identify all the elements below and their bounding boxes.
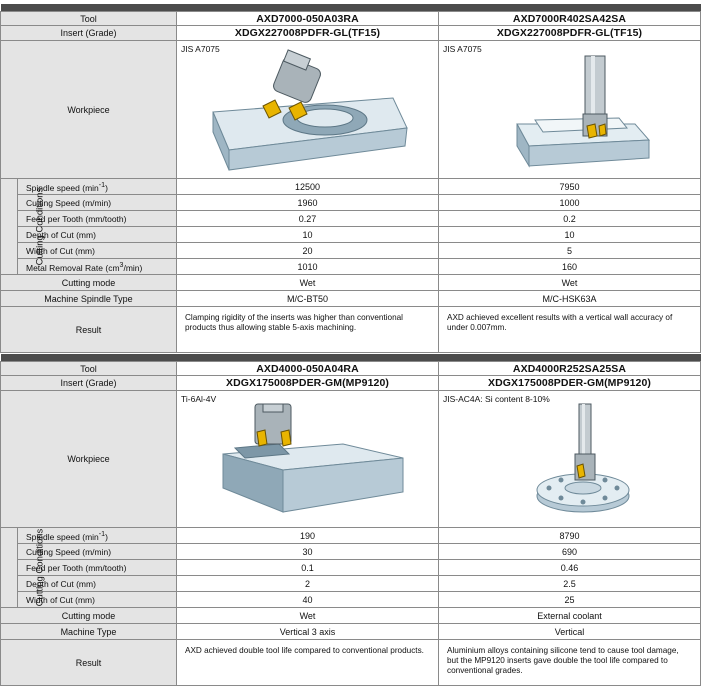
- tool-label: Tool: [1, 362, 177, 376]
- workpiece-material: JIS-AC4A: Si content 8-10%: [443, 394, 550, 404]
- result-label: Result: [1, 640, 177, 686]
- result-text: Aluminium alloys containing silicone tend to cause tool damage, but the MP9120 inserts gave double the tool life compared to conventional grades.: [439, 640, 701, 686]
- cutting-speed-value: 690: [439, 544, 701, 560]
- width-of-cut-value: 5: [439, 243, 701, 259]
- header-bar: [1, 4, 701, 12]
- machine-type-value: Vertical 3 axis: [177, 624, 439, 640]
- cutting-mode-label: Cutting mode: [1, 275, 177, 291]
- insert-grade: XDGX227008PDFR-GL(TF15): [177, 26, 439, 41]
- insert-grade: XDGX175008PDER-GM(MP9120): [177, 376, 439, 391]
- insert-label: Insert (Grade): [1, 26, 177, 41]
- workpiece-material: JIS A7075: [181, 44, 220, 54]
- feed-per-tooth-label: Feed per Tooth (mm/tooth): [18, 211, 177, 227]
- insert-label: Insert (Grade): [1, 376, 177, 391]
- workpiece-material: JIS A7075: [443, 44, 482, 54]
- result-label: Result: [1, 307, 177, 353]
- metal-removal-rate-label: Metal Removal Rate $(cm^3/\min)$: [18, 259, 177, 275]
- workpiece-illustration: [193, 404, 423, 520]
- tool-name: AXD4000R252SA25SA: [439, 362, 701, 376]
- depth-of-cut-label: Depth of Cut (mm): [18, 576, 177, 592]
- result-text: AXD achieved excellent results with a vertical wall accuracy of under 0.007mm.: [439, 307, 701, 353]
- machine-spindle-type-label: Machine Spindle Type: [1, 291, 177, 307]
- header-bar: [1, 354, 701, 362]
- width-of-cut-value: 25: [439, 592, 701, 608]
- insert-grade: XDGX227008PDFR-GL(TF15): [439, 26, 701, 41]
- feed-per-tooth-value: 0.27: [177, 211, 439, 227]
- tool-label: Tool: [1, 12, 177, 26]
- feed-per-tooth-value: 0.46: [439, 560, 701, 576]
- spindle-speed-label: Spindle speed $(\min^{-1})$: [18, 528, 177, 544]
- spindle-speed-value: 12500: [177, 179, 439, 195]
- result-text: AXD achieved double tool life compared to conventional products.: [177, 640, 439, 686]
- width-of-cut-value: 20: [177, 243, 439, 259]
- machine-type-label: Machine Type: [1, 624, 177, 640]
- cutting-speed-label: Cutting Speed (m/min): [18, 544, 177, 560]
- tool-name: AXD7000-050A03RA: [177, 12, 439, 26]
- cutting-speed-value: 1000: [439, 195, 701, 211]
- cutting-speed-value: 1960: [177, 195, 439, 211]
- spindle-speed-value: 7950: [439, 179, 701, 195]
- machine-type-value: Vertical: [439, 624, 701, 640]
- feed-per-tooth-value: 0.1: [177, 560, 439, 576]
- result-text: Clamping rigidity of the inserts was higher than conventional products thus allowing stable 5-axis machining.: [177, 307, 439, 353]
- depth-of-cut-value: 2: [177, 576, 439, 592]
- cutting-mode-value: Wet: [439, 275, 701, 291]
- workpiece-cell: [439, 41, 701, 179]
- tool-name: AXD4000-050A04RA: [177, 362, 439, 376]
- workpiece-illustration: [455, 54, 685, 172]
- insert-grade: XDGX175008PDER-GM(MP9120): [439, 376, 701, 391]
- width-of-cut-label: Width of Cut (mm): [18, 592, 177, 608]
- workpiece-cell: [177, 391, 439, 528]
- workpiece-illustration: [455, 404, 685, 520]
- feed-per-tooth-label: Feed per Tooth (mm/tooth): [18, 560, 177, 576]
- workpiece-label: Workpiece: [1, 41, 177, 179]
- depth-of-cut-label: Depth of Cut (mm): [18, 227, 177, 243]
- cutting-mode-value: Wet: [177, 275, 439, 291]
- spindle-speed-label: Spindle speed $(\min^{-1})$: [18, 179, 177, 195]
- workpiece-label: Workpiece: [1, 391, 177, 528]
- metal-removal-rate-value: 1010: [177, 259, 439, 275]
- machine-spindle-type-value: M/C-BT50: [177, 291, 439, 307]
- metal-removal-rate-value: 160: [439, 259, 701, 275]
- width-of-cut-value: 40: [177, 592, 439, 608]
- depth-of-cut-value: 10: [177, 227, 439, 243]
- cutting-mode-label: Cutting mode: [1, 608, 177, 624]
- tool-name: AXD7000R402SA42SA: [439, 12, 701, 26]
- depth-of-cut-value: 2.5: [439, 576, 701, 592]
- feed-per-tooth-value: 0.2: [439, 211, 701, 227]
- cutting-mode-value: Wet: [177, 608, 439, 624]
- spindle-speed-value: 8790: [439, 528, 701, 544]
- width-of-cut-label: Width of Cut (mm): [18, 243, 177, 259]
- cutting-conditions-label: Cutting Conditions: [1, 528, 18, 608]
- depth-of-cut-value: 10: [439, 227, 701, 243]
- cutting-mode-value: External coolant: [439, 608, 701, 624]
- cutting-conditions-label: Cutting Conditions: [1, 179, 18, 275]
- spindle-speed-value: 190: [177, 528, 439, 544]
- machine-spindle-type-value: M/C-HSK63A: [439, 291, 701, 307]
- cutting-data-table-1: [0, 4, 701, 353]
- cutting-speed-value: 30: [177, 544, 439, 560]
- workpiece-illustration: [193, 54, 423, 172]
- workpiece-cell: [177, 41, 439, 179]
- workpiece-cell: [439, 391, 701, 528]
- cutting-data-table-2: [0, 354, 701, 686]
- workpiece-material: Ti-6Al-4V: [181, 394, 217, 404]
- cutting-speed-label: Cutting Speed (m/min): [18, 195, 177, 211]
